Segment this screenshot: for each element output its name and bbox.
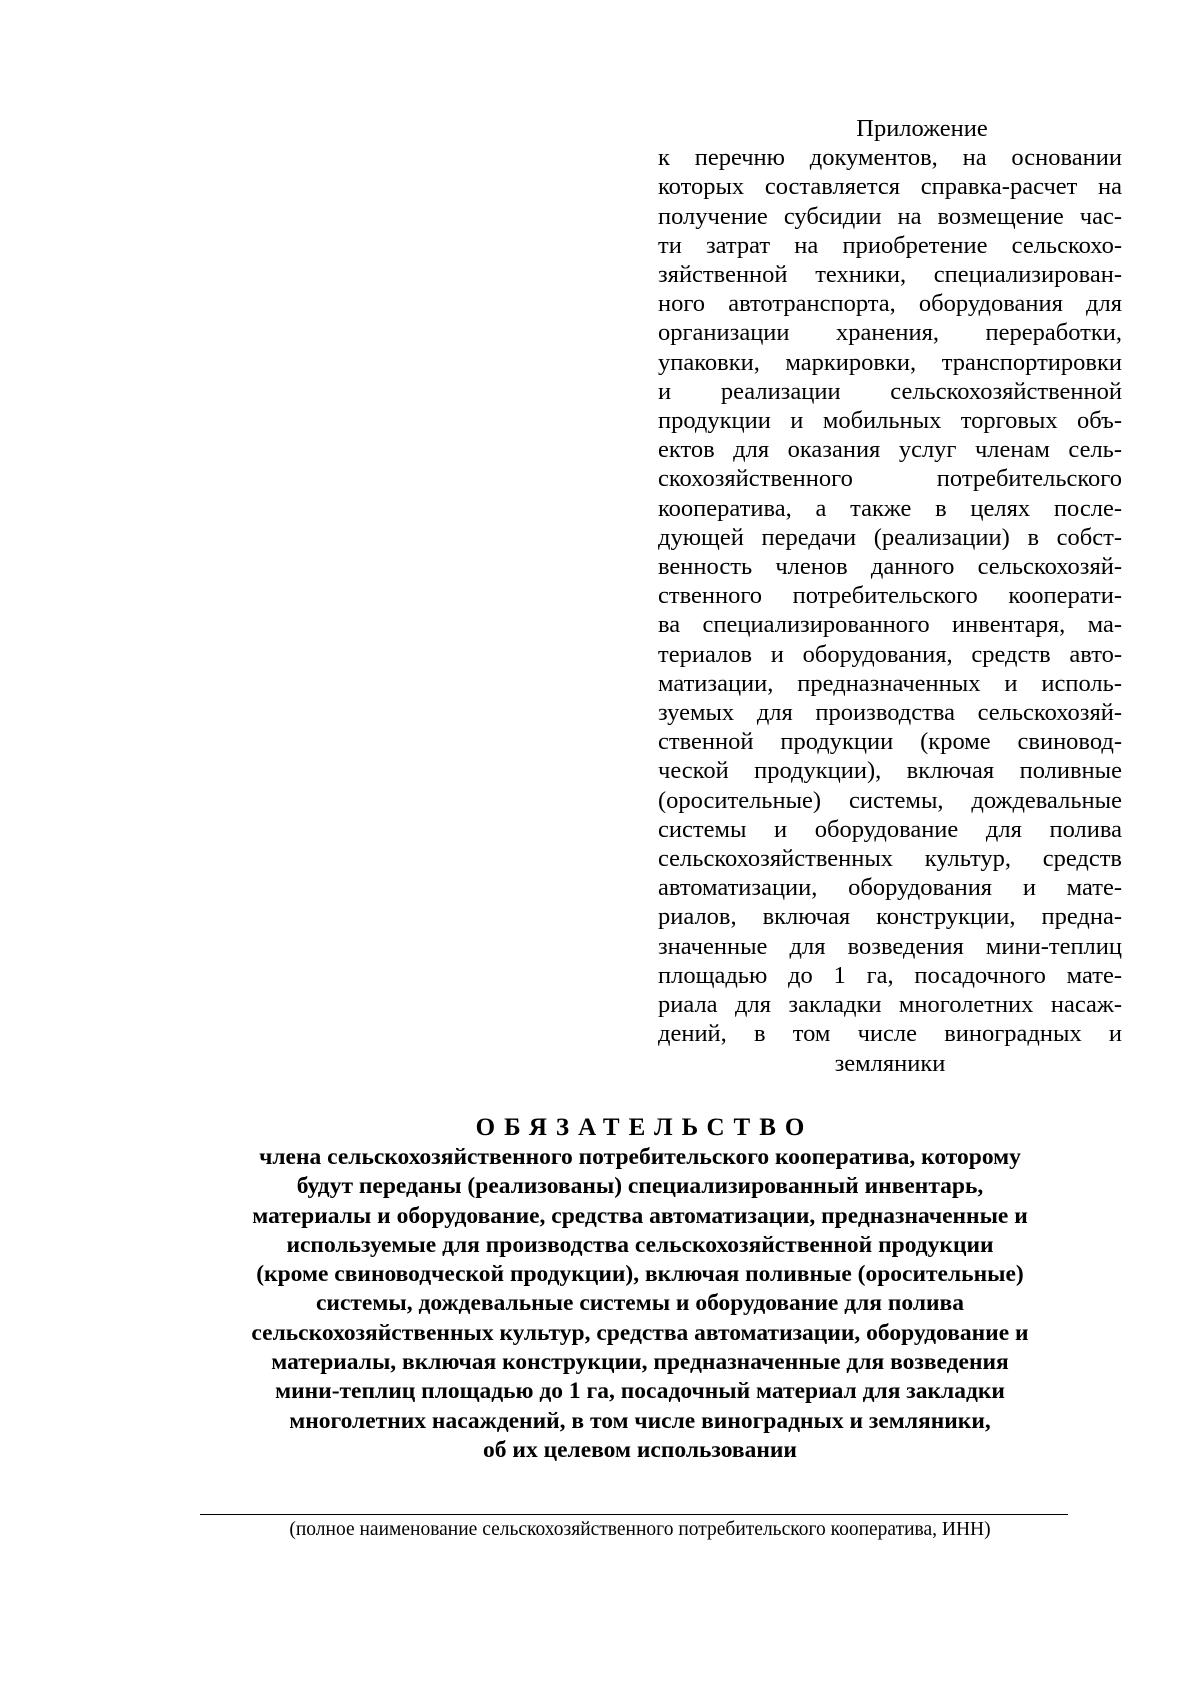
obligation-line: об их целевом использовании: [483, 1436, 797, 1463]
obligation-line: материалы, включая конструкции, предназначенные для возведения: [271, 1349, 1009, 1376]
appendix-line: зуемых для производства сельскохозяй-: [658, 699, 1122, 727]
obligation-heading: [150, 1113, 1130, 1465]
appendix-line: ственной продукции (кроме свиновод-: [658, 728, 1122, 756]
appendix-line: риала для закладки многолетних насаж-: [658, 991, 1122, 1019]
appendix-line: автоматизации, оборудования и мате-: [658, 874, 1122, 902]
appendix-line: ектов для оказания услуг членам сель-: [658, 436, 1122, 464]
appendix-line: матизации, предназначенных и исполь-: [658, 669, 1122, 697]
appendix-line: кооператива, а также в целях после-: [658, 494, 1122, 522]
appendix-block: [658, 114, 1122, 1078]
obligation-title: ОБЯЗАТЕЛЬСТВО: [475, 1114, 814, 1141]
appendix-line: которых составляется справка-расчет на: [658, 173, 1122, 201]
obligation-line: многолетних насаждений, в том числе виноградных и земляники,: [289, 1407, 991, 1434]
obligation-line: будут переданы (реализованы) специализированный инвентарь,: [296, 1173, 984, 1200]
appendix-line: ти затрат на приобретение сельскохо-: [658, 231, 1122, 259]
appendix-line: ва специализированного инвентаря, ма-: [658, 611, 1122, 639]
appendix-line: териалов и оборудования, средств авто-: [658, 640, 1122, 668]
appendix-line: площадью до 1 га, посадочного мате-: [658, 961, 1122, 989]
appendix-line: системы и оборудование для полива: [658, 815, 1122, 843]
appendix-line: сельскохозяйственных культур, средств: [658, 845, 1122, 873]
appendix-line: упаковки, маркировки, транспортировки: [658, 348, 1122, 376]
appendix-line: получение субсидии на возмещение час-: [658, 202, 1122, 230]
cooperative-name-caption: (полное наименование сельскохозяйственного потребительского кооператива, ИНН): [289, 1519, 991, 1540]
appendix-line: дующей передачи (реализации) в собст-: [658, 523, 1122, 551]
obligation-subtitle: [150, 1143, 1130, 1465]
obligation-line: системы, дождевальные системы и оборудование для полива: [315, 1290, 965, 1317]
obligation-line: материалы и оборудование, средства автоматизации, предназначенные и: [252, 1202, 1028, 1229]
appendix-line: скохозяйственного потребительского: [658, 465, 1122, 493]
obligation-line: члена сельскохозяйственного потребительского кооператива, которому: [259, 1144, 1021, 1170]
appendix-line: венность членов данного сельскохозяй-: [658, 553, 1122, 581]
cooperative-name-field-line: [200, 1514, 1068, 1515]
obligation-line: мини-теплиц площадью до 1 га, посадочный материал для закладки: [275, 1378, 1005, 1405]
appendix-line: зяйственной техники, специализирован-: [658, 261, 1122, 289]
appendix-line: риалов, включая конструкции, предна-: [658, 903, 1122, 931]
appendix-line: дений, в том числе виноградных и: [658, 1020, 1122, 1048]
appendix-line: значенные для возведения мини-теплиц: [658, 932, 1122, 960]
appendix-line: ческой продукции), включая поливные: [658, 757, 1122, 785]
appendix-line: и реализации сельскохозяйственной: [658, 377, 1122, 405]
appendix-text: [658, 143, 1122, 1078]
appendix-line: продукции и мобильных торговых объ-: [658, 407, 1122, 435]
appendix-line: организации хранения, переработки,: [658, 319, 1122, 347]
obligation-line: сельскохозяйственных культур, средства автоматизации, оборудование и: [251, 1319, 1029, 1346]
appendix-line: ственного потребительского кооперати-: [658, 582, 1122, 610]
appendix-title: Приложение: [856, 115, 988, 142]
appendix-line: ного автотранспорта, оборудования для: [658, 290, 1122, 318]
obligation-line: (кроме свиноводческой продукции), включая поливные (оросительные): [256, 1261, 1024, 1288]
appendix-line: к перечню документов, на основании: [658, 144, 1122, 172]
appendix-line: (оросительные) системы, дождевальные: [658, 786, 1122, 814]
obligation-line: используемые для производства сельскохозяйственной продукции: [286, 1231, 994, 1258]
appendix-line: земляники: [834, 1049, 946, 1077]
